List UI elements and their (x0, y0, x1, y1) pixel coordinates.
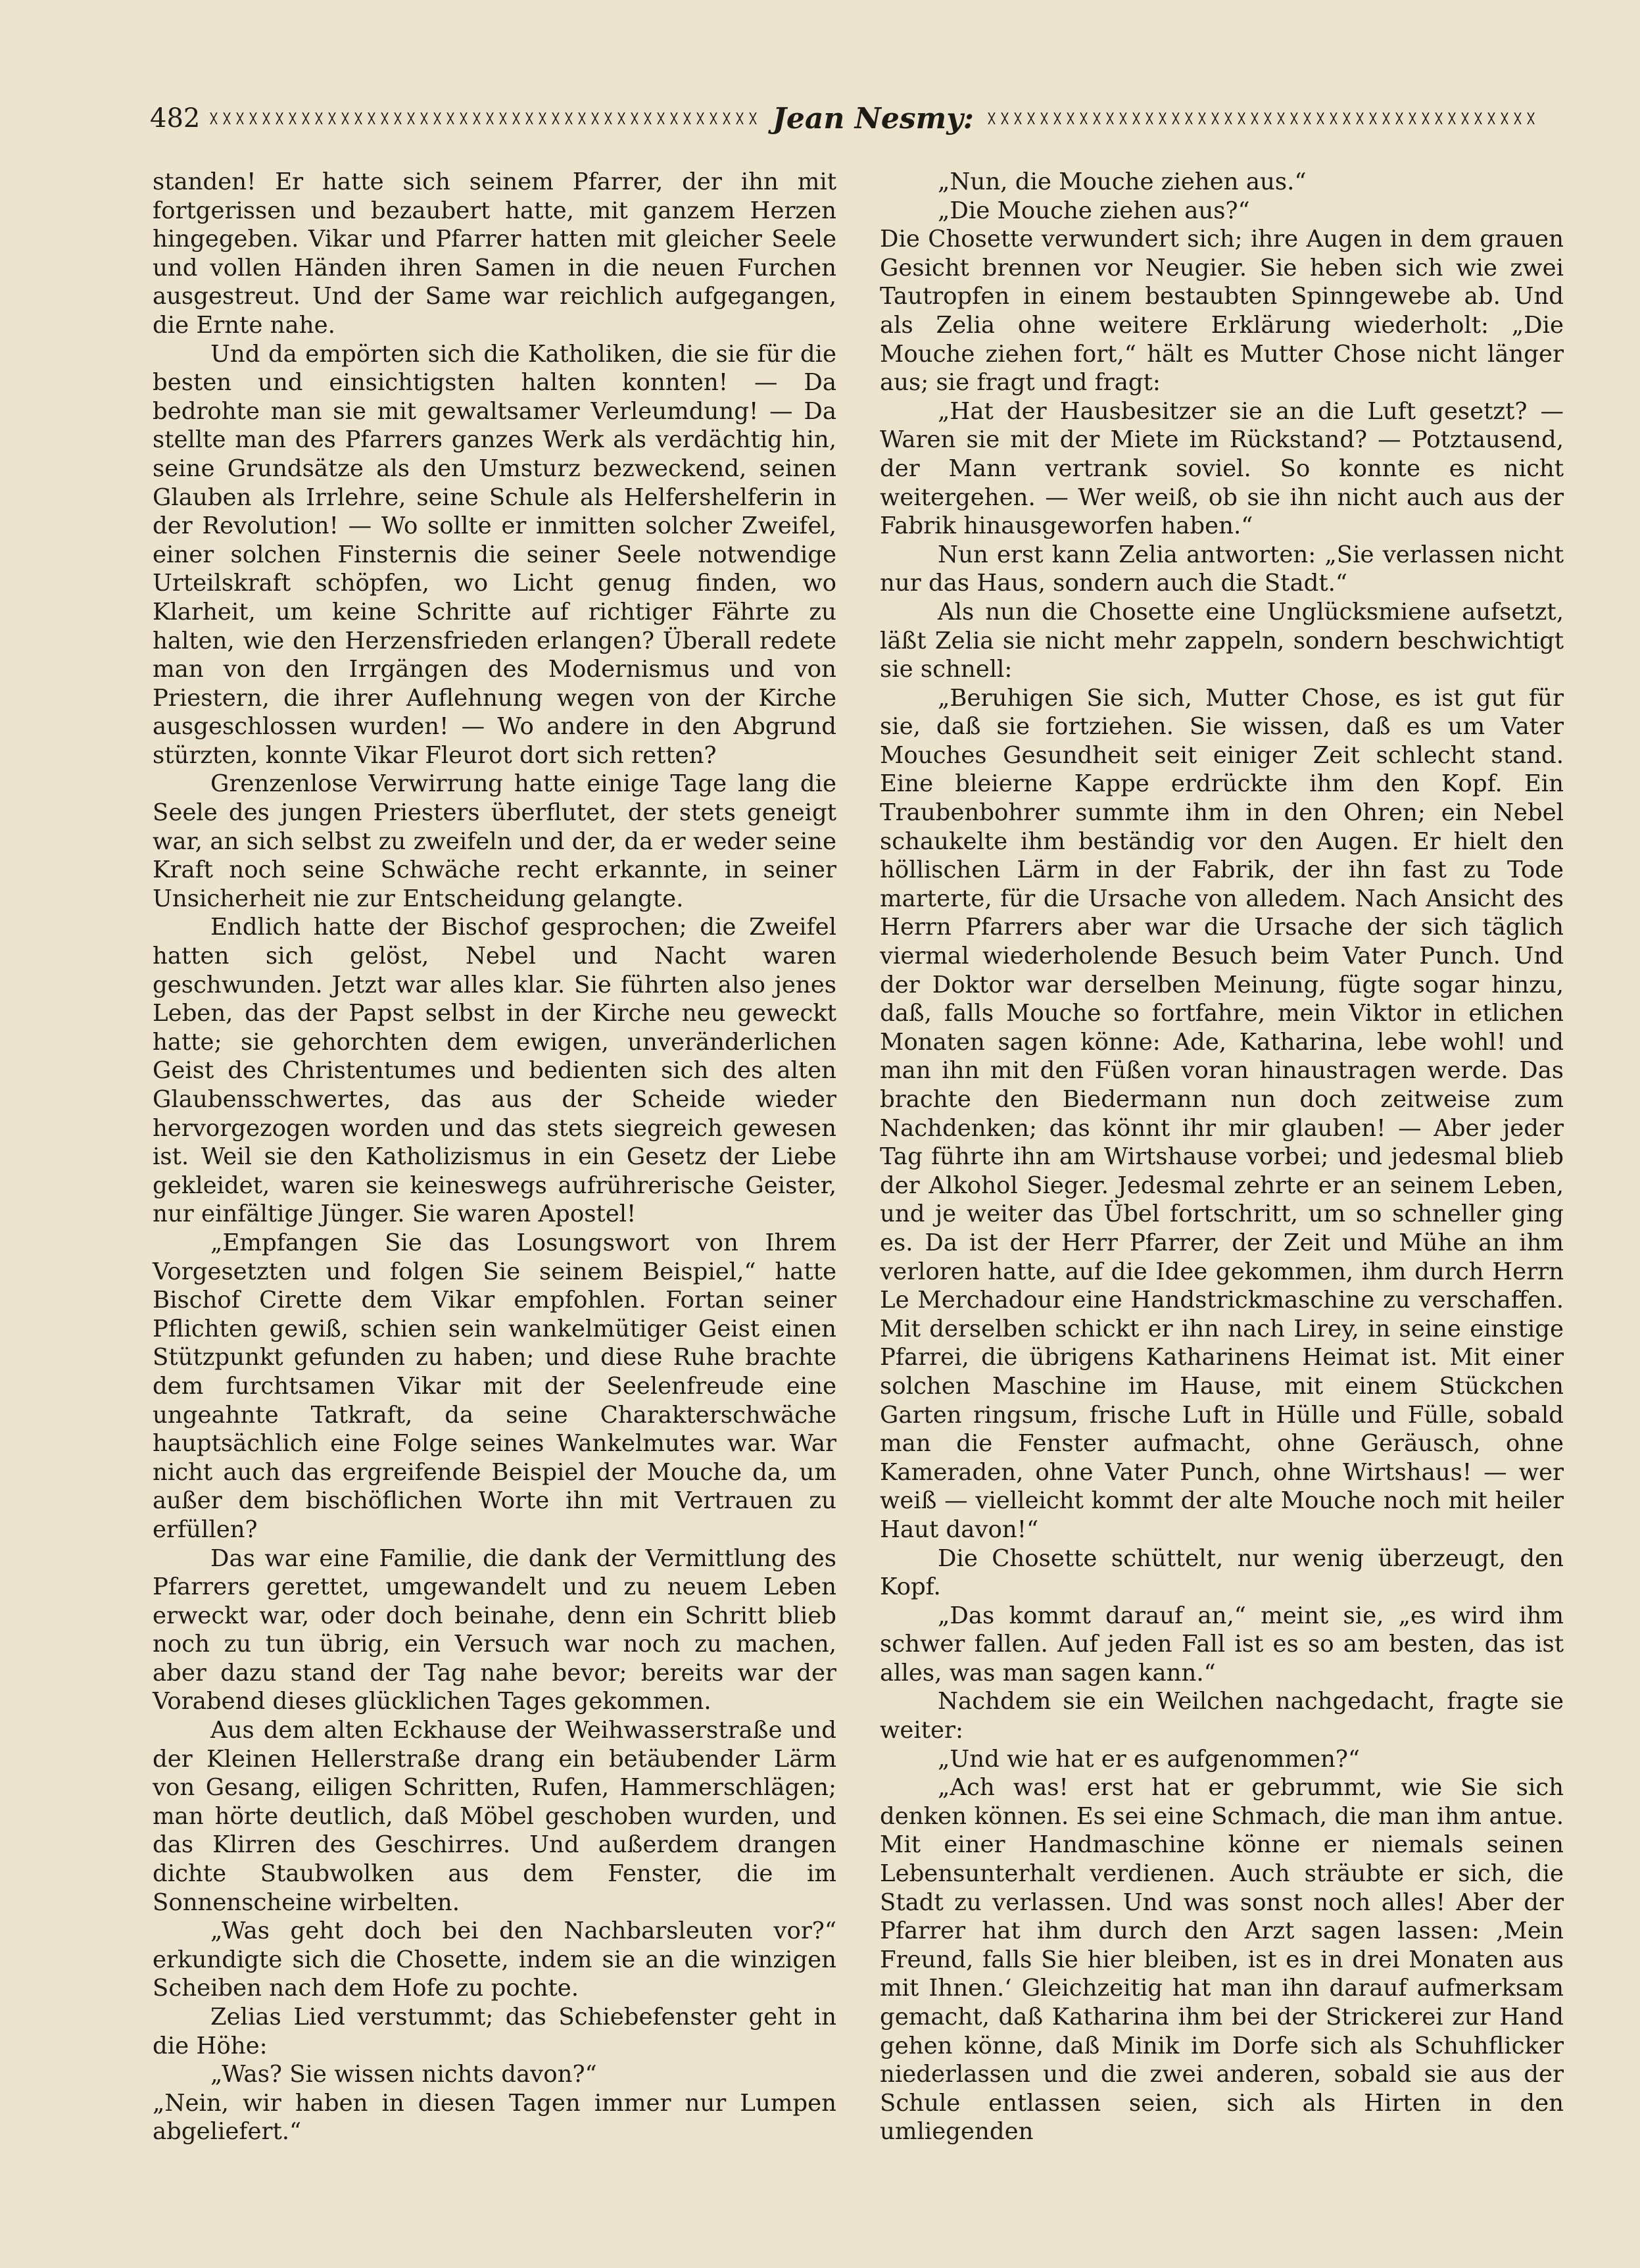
page-number: 482 (150, 103, 201, 134)
running-title: Jean Nesmy: (773, 101, 974, 136)
paragraph: Zelias Lied verstummt; das Schiebefenster geht in die Höhe: (153, 2004, 836, 2059)
ornamental-rule-right (988, 109, 1536, 128)
paragraph: Grenzenlose Verwirrung hatte einige Tage lang die Seele des jungen Priesters überflutet, der stets geneigt war, an sich selbst zu zweifeln und der, da er weder seine Kraft noch seine Schwäche recht erkannte, in seiner Unsicherheit nie zur Entscheidung gelangte. (153, 770, 836, 912)
paragraph: „Was geht doch bei den Nachbarsleuten vor?“ erkundigte sich die Chosette, indem sie an die winzigen Scheiben nach dem Hofe zu pochte. (153, 1917, 836, 2002)
paragraph: Das war eine Familie, die dank der Vermittlung des Pfarrers gerettet, umgewandelt und zu neuem Leben erweckt war, oder doch beinahe, denn ein Schritt blieb noch zu tun übrig, ein Versuch war noch zu machen, aber dazu stand der Tag nahe bevor; bereits war der Vorabend dieses glücklichen Tages gekommen. (153, 1544, 836, 1715)
paragraph: „Ach was! erst hat er gebrummt, wie Sie sich denken können. Es sei eine Schmach, die man ihm antue. Mit einer Handmaschine könne er niemals seinen Lebensunterhalt verdienen. Auch sträubte er sich, die Stadt zu verlassen. Und was sonst noch alles! Aber der Pfarrer hat ihm durch den Arzt sagen lassen: ‚Mein Freund, falls Sie hier bleiben, ist es in drei Monaten aus mit Ihnen.‘ Gleichzeitig hat man ihn darauf aufmerksam gemacht, daß Katharina ihm bei der Strickerei zur Hand gehen könne, daß Minik im Dorfe sich als Schuhflicker niederlassen und die zwei anderen, sobald sie aus der Schule entlassen seien, sich als Hirten in den umliegenden (880, 1774, 1564, 2146)
paragraph: Und da empörten sich die Katholiken, die sie für die besten und einsichtigsten halten konnten! — Da bedrohte man sie mit gewaltsamer Verleumdung! — Da stellte man des Pfarrers ganzes Werk als verdächtig hin, seine Grundsätze als den Umsturz bezweckend, seinen Glauben als Irrlehre, seine Schule als Helfershelferin in der Revolution! — Wo sollte er inmitten solcher Zweifel, einer solchen Finsternis die seiner Seele notwendige Urteilskraft schöpfen, wo Licht genug finden, wo Klarheit, um keine Schritte auf richtiger Fährte zu halten, wie den Herzensfrieden erlangen? Überall redete man von den Irrgängen des Modernismus und von Priestern, die ihrer Auflehnung wegen von der Kirche ausgeschlossen wurden! — Wo andere in den Abgrund stürzten, konnte Vikar Fleurot dort sich retten? (153, 340, 836, 769)
left-column (153, 168, 836, 2146)
page-header (150, 92, 1544, 145)
paragraph: Die Chosette schüttelt, nur wenig überzeugt, den Kopf. (880, 1544, 1564, 1601)
paragraph: standen! Er hatte sich seinem Pfarrer, der ihn mit fortgerissen und bezaubert hatte, mit ganzem Herzen hingegeben. Vikar und Pfarrer hatten mit gleicher Seele und vollen Händen ihren Samen in die neuen Furchen ausgestreut. Und der Same war reichlich aufgegangen, die Ernte nahe. (153, 168, 836, 339)
paragraph: „Und wie hat er es aufgenommen?“ (938, 1745, 1361, 1773)
paragraph: „Das kommt darauf an,“ meint sie, „es wird ihm schwer fallen. Auf jeden Fall ist es so am besten, das ist alles, was man sagen kann.“ (880, 1602, 1564, 1687)
right-column (880, 168, 1564, 2146)
paragraph: „Hat der Hausbesitzer sie an die Luft gesetzt? — Waren sie mit der Miete im Rückstand? — Potztausend, der Mann vertrank soviel. So konnte es nicht weitergehen. — Wer weiß, ob sie ihn nicht auch aus der Fabrik hinausgeworfen haben.“ (880, 397, 1564, 540)
paragraph: Aus dem alten Eckhause der Weihwasserstraße und der Kleinen Hellerstraße drang ein betäubender Lärm von Gesang, eiligen Schritten, Rufen, Hammerschlägen; man hörte deutlich, daß Möbel geschoben wurden, und das Klirren des Geschirres. Und außerdem drangen dichte Staubwolken aus dem Fenster, die im Sonnenscheine wirbelten. (153, 1717, 836, 1916)
paragraph: Die Chosette verwundert sich; ihre Augen in dem grauen Gesicht brennen vor Neugier. Sie heben sich wie zwei Tautropfen in einem bestaubten Spinngewebe ab. Und als Zelia ohne weitere Erklärung wiederholt: „Die Mouche ziehen fort,“ hält es Mutter Chose nicht länger aus; sie fragt und fragt: (880, 226, 1564, 397)
paragraph: Nun erst kann Zelia antworten: „Sie verlassen nicht nur das Haus, sondern auch die Stadt.“ (880, 541, 1564, 597)
paragraph: „Was? Sie wissen nichts davon?“ (210, 2061, 597, 2088)
paragraph: Als nun die Chosette eine Unglücksmiene aufsetzt, läßt Zelia sie nicht mehr zappeln, sondern beschwichtigt sie schnell: (880, 598, 1564, 683)
paragraph: Endlich hatte der Bischof gesprochen; die Zweifel hatten sich gelöst, Nebel und Nacht waren geschwunden. Jetzt war alles klar. Sie führten also jenes Leben, das der Papst selbst in der Kirche neu geweckt hatte; sie gehorchten dem ewigen, unveränderlichen Geist des Christentumes und bedienten sich des alten Glaubensschwertes, das aus der Scheide wieder hervorgezogen worden und das stets siegreich gewesen ist. Weil sie den Katholizismus in ein Gesetz der Liebe gekleidet, waren sie keineswegs aufrührerische Geister, nur einfältige Jünger. Sie waren Apostel! (153, 914, 836, 1228)
paragraph: Nachdem sie ein Weilchen nachgedacht, fragte sie weiter: (880, 1688, 1564, 1744)
paragraph: „Beruhigen Sie sich, Mutter Chose, es ist gut für sie, daß sie fortziehen. Sie wissen, daß es um Vater Mouches Gesundheit seit einiger Zeit schlecht stand. Eine bleierne Kappe erdrückte ihm den Kopf. Ein Traubenbohrer summte ihm in den Ohren; ein Nebel schaukelte ihm beständig vor den Augen. Er hielt den höllischen Lärm in der Fabrik, der ihn fast zu Tode marterte, für die Ursache von alledem. Nach Ansicht des Herrn Pfarrers aber war die Ursache der sich täglich viermal wiederholende Besuch beim Vater Punch. Und der Doktor war derselben Meinung, fügte sogar hinzu, daß, falls Mouche so fortfahre, mein Viktor in etlichen Monaten sagen könne: Ade, Katharina, lebe wohl! und man ihn mit den Füßen voran hinaustragen werde. Das brachte den Biedermann nun doch zeitweise zum Nachdenken; das könnt ihr mir glauben! — Aber jeder Tag führte ihn am Wirtshause vorbei; und jedesmal blieb der Alkohol Sieger. Jedesmal zehrte er an seinem Leben, und je weiter das Übel fortschritt, um so schneller ging es. Da ist der Herr Pfarrer, der Zeit und Mühe an ihm verloren hatte, auf die Idee gekommen, ihm durch Herrn Le Merchadour eine Handstrickmaschine zu verschaffen. Mit derselben schickt er ihn nach Lirey, in seine einstige Pfarrei, die übrigens Katharinens Heimat ist. Mit einer solchen Maschine im Hause, mit einem Stückchen Garten ringsum, frische Luft in Hülle und Fülle, sobald man die Fenster aufmacht, ohne Geräusch, ohne Kameraden, ohne Vater Punch, ohne Wirtshaus! — wer weiß — vielleicht kommt der alte Mouche noch mit heiler Haut davon!“ (880, 684, 1564, 1543)
paragraph: „Die Mouche ziehen aus?“ (938, 197, 1250, 224)
paragraph: „Nun, die Mouche ziehen aus.“ (938, 168, 1307, 195)
paragraph: „Nein, wir haben in diesen Tagen immer nur Lumpen abgeliefert.“ (153, 2089, 836, 2146)
paragraph: „Empfangen Sie das Losungswort von Ihrem Vorgesetzten und folgen Sie seinem Beispiel,“ hatte Bischof Cirette dem Vikar empfohlen. Fortan seiner Pflichten gewiß, schien sein wankelmütiger Geist einen Stützpunkt gefunden zu haben; und diese Ruhe brachte dem furchtsamen Vikar mit der Seelenfreude eine ungeahnte Tatkraft, da seine Charakterschwäche hauptsächlich eine Folge seines Wankelmutes war. War nicht auch das ergreifende Beispiel der Mouche da, um außer dem bischöflichen Worte ihn mit Vertrauen zu erfüllen? (153, 1229, 836, 1543)
ornamental-rule-left (210, 109, 758, 128)
